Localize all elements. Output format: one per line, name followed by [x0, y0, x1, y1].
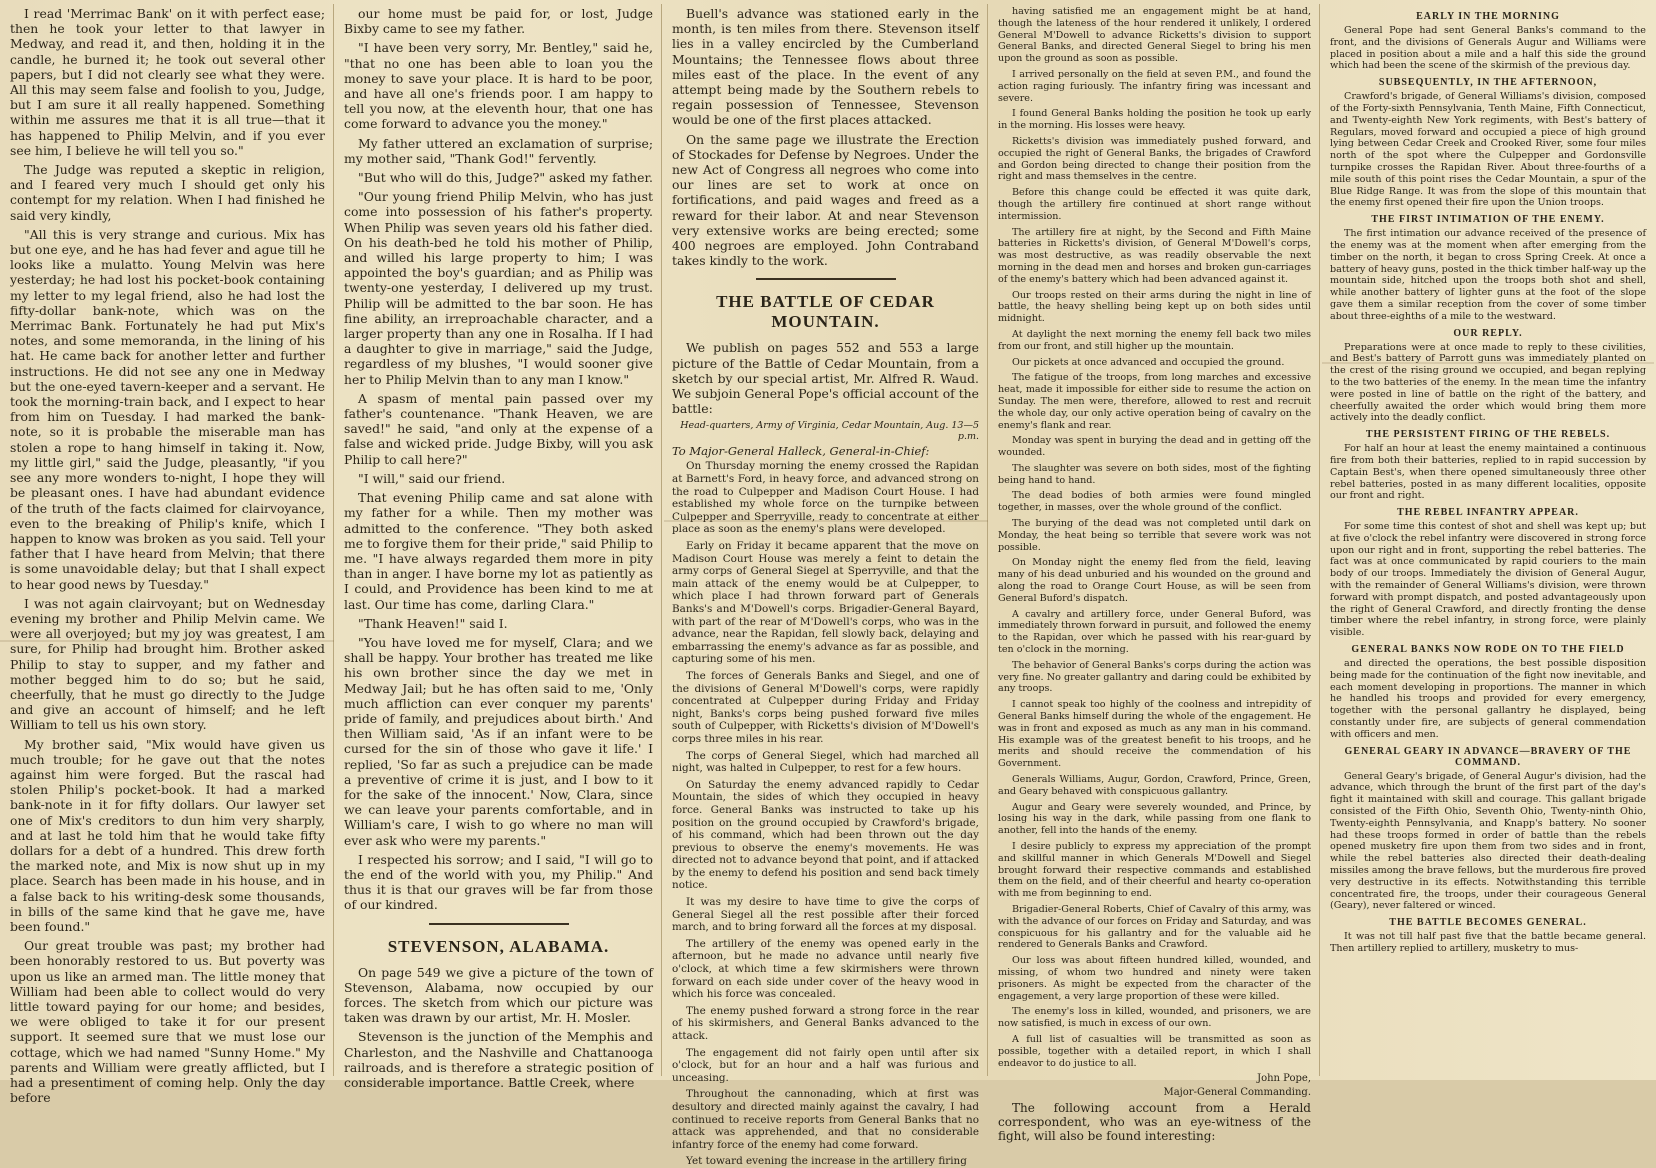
paragraph: Augur and Geary were severely wounded, and Prince, by losing his way in the dark, while passing from one flank to another, fell into the hands of the enemy. [998, 801, 1311, 837]
section-rule [429, 923, 569, 925]
stevenson-headline: STEVENSON, ALABAMA. [387, 936, 610, 956]
subhead: SUBSEQUENTLY, IN THE AFTERNOON, [1378, 77, 1598, 89]
subhead: EARLY IN THE MORNING [1416, 11, 1560, 22]
paragraph: A full list of casualties will be transmitted as soon as possible, together with a detailed report, in which I shall endeavor to do justice to all. [998, 1033, 1311, 1069]
paragraph: The Judge was reputed a skeptic in religion, and I feared very much I should get only his contempt for my relation. When I had finished he said very kindly, [10, 162, 325, 223]
paragraph: I was not again clairvoyant; but on Wednesday evening my brother and Philip Melvin came. We were all overjoyed; but my joy was greatest, I am sure, for Philip had brought him. Brother asked Philip to stay to supper, and my father and mother begged him to do so; but he said, cheerfully, that he must go directly to the Judge and give an account of himself; and he left William to tell us his own story. [10, 595, 325, 733]
paragraph: Preparations were at once made to reply to these civilities, and Best's battery of Parrott guns was immediately planted on the crest of the rising ground we occupied, and began replying to the two batteries of the enemy. In the mean time the infantry were posted in line of battle on the right of the battery, and cheerfully awaited the order which would bring them more actively into the deadly conflict. [1330, 341, 1646, 424]
battle-headline: THE BATTLE OF CEDAR MOUNTAIN. [716, 292, 935, 332]
paragraph: Our great trouble was past; my brother had been honorably restored to us. But poverty was upon us like an armed man. The little money that William had been able to collect would do very little toward paying for our home; and besides, we were obliged to take it for our present support. It seemed sure that we must lose our cottage, which we had named "Sunny Home." My parents and William were greatly afflicted, but I had a presentiment of coming help. Only the day before [10, 938, 325, 1106]
paragraph: "I have been very sorry, Mr. Bentley," said he, "that no one has been able to loan you the money to save your place. It is hard to be poor, and have all one's friends poor. I am happy to tell you now, at the eleventh hour, that one has come forward to advance you the money." [344, 40, 653, 132]
paragraph: Buell's advance was stationed early in the month, is ten miles from there. Stevenson itself lies in a valley encircled by the Cumberland Mountains; the Tennessee flows about three miles east of the place. In the event of any attempt being made by the Southern rebels to regain possession of Tennessee, Stevenson would be one of the first places attacked. [672, 6, 979, 128]
paragraph: Early on Friday it became apparent that the move on Madison Court House was merely a feint to detain the army corps of General Siegel at Sperryville, and that the main attack of the enemy would be at Culpepper, to which place I had thrown forward part of Generals Banks's and M'Dowell's corps. Brigadier-General Bayard, with part of the rear of M'Dowell's corps, who was in the advance, near the Rapidan, fell slowly back, delaying and embarrassing the enemy's advance as far as possible, and capturing some of his men. [672, 540, 979, 666]
subhead: THE BATTLE BECOMES GENERAL. [1389, 917, 1587, 929]
paragraph: The dead bodies of both armies were found mingled together, in masses, over the whole ground of the conflict. [998, 490, 1311, 514]
report-body [672, 460, 979, 1167]
paragraph: our home must be paid for, or lost, Judge Bixby came to see my father. [344, 6, 653, 37]
paragraph: I found General Banks holding the position he took up early in the morning. His losses were heavy. [998, 108, 1311, 132]
paragraph: A spasm of mental pain passed over my father's countenance. "Thank Heaven, we are saved!" he said, "and only at the expense of a false and wicked pride. Judge Bixby, will you ask Philip to call here?" [344, 390, 653, 467]
paragraph: The burying of the dead was not completed until dark on Monday, the heat being so terrible that severe work was not possible. [998, 518, 1311, 553]
paragraph: and directed the operations, the best possible disposition being made for the continuation of the fight now inevitable, and each moment developing in proportions. The manner in which he handled his troops and provided for every emergency, together with the personal gallantry he displayed, being constantly under fire, are subjects of general commendation with officers and men. [1330, 658, 1646, 740]
paragraph: On page 549 we give a picture of the town of Stevenson, Alabama, now occupied by our forces. The sketch from which our picture was taken was drawn by our artist, Mr. H. Mosler. [344, 964, 653, 1026]
section-rule [756, 278, 896, 280]
paragraph: Crawford's brigade, of General Williams's division, composed of the Forty-sixth Pennsylvania, Tenth Maine, Fifth Connecticut, and Twenty-eighth New York regiments, with Best's battery of Regulars, moved forward and occupied a piece of high ground lying between Cedar Creek and Crooked River, some four miles north of the spot where the Culpepper and Gordonsville turnpike crosses the Rapidan River. About three-fourths of a mile south of this point rises the Cedar Mountain, a spur of the Blue Ridge Range. It was from the slope of this mountain that the enemy first opened their fire upon the Union troops. [1330, 91, 1646, 209]
subhead: THE FIRST INTIMATION OF THE ENEMY. [1371, 214, 1605, 226]
paragraph: Ricketts's division was immediately pushed forward, and occupied the right of General Banks, the brigades of Crawford and Gordon being directed to change their position from the right and mass themselves in the centre. [998, 135, 1311, 183]
paragraph: For half an hour at least the enemy maintained a continuous fire from both their batteries, replied to in rapid succession by Captain Best's, when there opened simultaneously three other rebel batteries, posted in as many different localities, opposite our front and right. [1330, 443, 1646, 502]
subhead: GENERAL GEARY IN ADVANCE—BRAVERY OF THE COMMAND. [1344, 745, 1632, 768]
paragraph: On Thursday morning the enemy crossed the Rapidan at Barnett's Ford, in heavy force, and advanced strong on the road to Culpepper and Madison Court House. I had established my whole force on the turnpike between Culpepper and Sperryville, ready to concentrate at either place as soon as the enemy's plans were developed. [672, 460, 979, 536]
paragraph: The enemy pushed forward a strong force in the rear of his skirmishers, and General Banks advanced to the attack. [672, 1004, 979, 1042]
paragraph: Stevenson is the junction of the Memphis and Charleston, and the Nashville and Chattanooga railroads, and is therefore a strategic position of considerable importance. Battle Creek, where [344, 1029, 653, 1090]
paragraph: The first intimation our advance received of the presence of the enemy was at the moment when after emerging from the timber on the north, it began to cross Spring Creek. At once a battery of heavy guns, posted in the thick timber half-way up the mountain side, hitched upon the troops both shot and shell, while another battery of lighter guns at the foot of the slope gave them a similar reception from the cover of some timber about three-eighths of a mile to the westward. [1330, 228, 1647, 322]
paragraph: For some time this contest of shot and shell was kept up; but at five o'clock the rebel infantry were discovered in strong force upon our right and in front, supporting the rebel batteries. The fact was at once communicated by rapid couriers to the main body of our troops. Immediately the division of General Augur, with the remainder of General Williams's division, were thrown forward with prompt dispatch, and posted advantageously upon the right of General Crawford, and directly fronting the dense timber where the rebel infantry, in strong force, were plainly visible. [1330, 521, 1646, 639]
column-4 [990, 4, 1320, 1144]
paragraph: On Saturday the enemy advanced rapidly to Cedar Mountain, the sides of which they occupied in heavy force. General Banks was instructed to take up his position on the ground occupied by Crawford's brigade, of his command, which had been thrown out the day previous to observe the enemy's movements. He was directed not to advance beyond that point, and if attacked by the enemy to defend his position and send back timely notice. [672, 778, 980, 892]
paragraph: General Geary's brigade, of General Augur's division, had the advance, which through the brunt of the first part of the day's fight it maintained with skill and courage. This gallant brigade consisted of the Fifth Ohio, Seventh Ohio, Twenty-ninth Ohio, Twenty-eighth Pennsylvania, and Knapp's battery. No sooner had these troops formed in order of battle than the rebels opened musketry fire upon them from two sides and in front, while the rebel batteries also directed their death-dealing missiles among the brave fellows, but the murderous fire proved very destructive in its effects. Notwithstanding this terrible concentrated fire, the troops, under their courageous General (Geary), never faltered or winced. [1330, 770, 1646, 912]
paragraph: "But who will do this, Judge?" asked my father. [358, 170, 653, 186]
paragraph: We publish on pages 552 and 553 a large picture of the Battle of Cedar Mountain, from a sketch by our special artist, Mr. Alfred R. Waud. We subjoin General Pope's official account of the battle: [672, 340, 979, 417]
paper-fold [1322, 362, 1654, 364]
paragraph: The behavior of General Banks's corps during the action was very fine. No greater gallantry and daring could be exhibited by any troops. [998, 659, 1311, 695]
paragraph: The artillery of the enemy was opened early in the afternoon, but he made no advance until nearly five o'clock, at which time a few skirmishers were thrown forward on each side under cover of the heavy wood in which his force was concealed. [672, 937, 979, 1001]
paragraph: Throughout the cannonading, which at first was desultory and directed mainly against the cavalry, I had continued to receive reports from General Banks that no attack was apprehended, and that no considerable infantry force of the enemy had come forward. [672, 1088, 979, 1151]
subhead: THE REBEL INFANTRY APPEAR. [1397, 507, 1579, 519]
paragraph: I read 'Merrimac Bank' on it with perfect ease; then he took your letter to that lawyer in Medway, and read it, and then, holding it in the candle, he burned it; he took out several other papers, but I did not clearly see what they were. All this may seem false and foolish to you, Judge, but I am sure it all really happened. Something within me assures me that it is all true—that it has happened to Philip Melvin, and if you ever see him, I believe he will tell you so." [10, 6, 325, 158]
paragraph: The enemy's loss in killed, wounded, and prisoners, we are now satisfied, is much in excess of our own. [998, 1006, 1311, 1030]
paragraph: "Thank Heaven!" said I. [358, 615, 508, 631]
paragraph: The slaughter was severe on both sides, most of the fighting being hand to hand. [998, 462, 1311, 486]
subhead: THE PERSISTENT FIRING OF THE REBELS. [1365, 429, 1611, 441]
column-5 [1322, 4, 1654, 1076]
signature-title: Major-General Commanding. [1163, 1087, 1311, 1099]
subhead: GENERAL BANKS NOW RODE ON TO THE FIELD [1351, 644, 1625, 656]
signature: John Pope, [1257, 1073, 1311, 1085]
paragraph: The following account from a Herald correspondent, who was an eye-witness of the fight, will also be found interesting: [998, 1101, 1311, 1144]
paragraph: The corps of General Siegel, which had marched all night, was halted in Culpepper, to rest for a few hours. [672, 749, 979, 775]
paragraph: I respected his sorrow; and I said, "I will go to the end of the world with you, my Philip." And thus it is that our graves will be far from those of our kindred. [344, 851, 653, 913]
paragraph: The forces of Generals Banks and Siegel, and one of the divisions of General M'Dowell's corps, were rapidly concentrated at Culpepper during Friday and Friday night, Banks's corps being pushed forward five miles south of Culpepper, with Ricketts's division of M'Dowell's corps three miles in his rear. [672, 669, 979, 745]
paragraph: "All this is very strange and curious. Mix has but one eye, and he has had fever and ague till he looks like a mulatto. Young Melvin was here yesterday; he had lost his pocket-book containing my letter to my legal friend, also he had lost the fifty-dollar bank-note, which was on the Merrimac Bank. Fortunately he had put Mix's notes, and some memoranda, in the lining of his hat. He came back for another letter and further instructions. He did not see any one in Medway but the one-eyed tavern-keeper and a servant. He took the morning-train back, and I expect to hear from him on Tuesday. I had marked the bank-note, so it is probable the miserable man has stolen a rope to hang himself in taking it. Now, my little girl," said the Judge, pleasantly, "if you see any more wonders to-night, I hope they will be pleasant ones. I have had abundant evidence of the truth of the facts claimed for clairvoyance, even to the breaking of Philip's knife, which I happen to know was broken as you said. Tell your father that I have heard from Melvin; that there is some unavoidable delay; but that I shall expect to hear good news by Tuesday." [10, 226, 325, 592]
paragraph: Before this change could be effected it was quite dark, though the artillery fire continued at short range without intermission. [998, 187, 1311, 222]
column-2 [336, 4, 662, 1090]
paragraph: General Pope had sent General Banks's command to the front, and the divisions of Generals Augur and Williams were placed in position about a mile and a half this side the ground which had been the scene of the skirmish of the previous day. [1330, 25, 1646, 72]
subhead: OUR REPLY. [1453, 327, 1523, 339]
paragraph: The fatigue of the troops, from long marches and excessive heat, made it impossible for either side to resume the action on Sunday. The men were, therefore, allowed to rest and recruit the whole day, our only active operation being of cavalry on the enemy's flank and rear. [998, 372, 1311, 431]
paragraph: Our pickets at once advanced and occupied the ground. [1012, 356, 1285, 368]
paragraph: At daylight the next morning the enemy fell back two miles from our front, and still higher up the mountain. [998, 328, 1311, 352]
paragraph: That evening Philip came and sat alone with my father for a while. Then my mother was admitted to the conference. "They both asked me to forgive them for their pride," said Philip to me. "I have always regarded them more in pity than in anger. I have borne my lot as patiently as I could, and Providence has been kind to me at last. Our time has come, darling Clara." [344, 490, 653, 612]
paragraph: The artillery fire at night, by the Second and Fifth Maine batteries in Ricketts's division, of General M'Dowell's corps, was most destructive, as was readily observable the next morning in the dead men and horses and broken gun-carriages of the enemy's battery which had been advanced against it. [998, 226, 1311, 285]
paragraph: It was my desire to have time to give the corps of General Siegel all the rest possible after their forced march, and to bring forward all the forces at my disposal. [672, 896, 979, 934]
paragraph: On Monday night the enemy fled from the field, leaving many of his dead unburied and his wounded on the ground and along the road to Orange Court House, as will be seen from General Buford's dispatch. [998, 557, 1311, 604]
paragraph: Monday was spent in burying the dead and in getting off the wounded. [998, 435, 1311, 459]
column-3 [664, 4, 988, 1168]
column-1 [2, 4, 334, 1106]
paragraph: My father uttered an exclamation of surprise; my mother said, "Thank God!" fervently. [344, 135, 653, 166]
paragraph: Our troops rested on their arms during the night in line of battle, the heavy shelling being kept up on both sides until midnight. [998, 289, 1311, 325]
paper-fold [664, 520, 988, 522]
paragraph: The engagement did not fairly open until after six o'clock, but for an hour and a half was furious and unceasing. [672, 1046, 979, 1084]
paragraph: It was not till half past five that the battle became general. Then artillery replied to artillery, musketry to mus- [1330, 931, 1646, 954]
paragraph: "Our young friend Philip Melvin, who has just come into possession of his father's property. When Philip was seven years old his father died. On his death-bed he told his mother of Philip, and willed his large property to him; I was appointed the boy's guardian; and as Philip was twenty-one yesterday, I delivered up my trust. Philip will be admitted to the bar soon. He has fine ability, an irreproachable character, and a larger property than any one in Rosalha. If I had a daughter to give in marriage," said the Judge, regardless of my blushes, "I would sooner give her to Philip Melvin than to any man I know." [344, 189, 653, 387]
paragraph: On the same page we illustrate the Erection of Stockades for Defense by Negroes. Under the new Act of Congress all negroes who come into our lines are set to work at once on fortifications, and paid wages and freed as a reward for their labor. At and near Stevenson very extensive works are being erected; some 400 negroes are employed. John Contraband takes kindly to the work. [672, 131, 979, 269]
paragraph: "You have loved me for myself, Clara; and we shall be happy. Your brother has treated me like his own brother since the day we met in Medway Jail; but he has often said to me, 'Only much affliction can ever conquer my parents' pride of family, and prejudices about birth.' And then William said, 'As if an infant were to be cursed for the sin of those who gave it life.' I replied, 'So far as such a prejudice can be made a preventive of crime it is just, and I bow to it for the sake of the innocent.' Now, Clara, since we can leave your parents comfortable, and in William's care, I wish to go where no man will ever ask who were my parents." [344, 634, 653, 848]
paragraph: Brigadier-General Roberts, Chief of Cavalry of this army, was with the advance of our forces on Friday and Saturday, and was conspicuous for his gallantry and for the valuable aid he rendered to Generals Banks and Crawford. [998, 903, 1311, 951]
paper-fold [0, 640, 334, 642]
paragraph: I cannot speak too highly of the coolness and intrepidity of General Banks himself during the whole of the engagement. He was in front and exposed as much as any man in his command. His example was of the greatest benefit to his troops, and he merits and should receive the commendation of his Government. [998, 699, 1311, 770]
paragraph: Generals Williams, Augur, Gordon, Crawford, Prince, Green, and Geary behaved with conspicuous gallantry. [998, 774, 1311, 797]
paragraph: My brother said, "Mix would have given us much trouble; for he gave out that the notes against him were forged. But the rascal had stolen Philip's pocket-book. It had a marked bank-note in it for fifty dollars. Our lawyer set one of Mix's creditors to dun him very sharply, and at last he told him that he would take fifty dollars for a debt of a hundred. This drew forth the marked note, and Mix is now shut up in my place. Search has been made in his house, and in a false back to his writing-desk some thousands, in bills of the same kind that he gave me, have been found." [10, 736, 325, 934]
dateline: Head-quarters, Army of Virginia, Cedar Mountain, Aug. 13—5 p.m. [680, 420, 979, 443]
paragraph: "I will," said our friend. [358, 470, 506, 486]
paragraph: Yet toward evening the increase in the artillery firing [686, 1155, 967, 1168]
addressee: To Major-General Halleck, General-in-Chief: [672, 444, 930, 459]
paragraph: I arrived personally on the field at seven P.M., and found the action raging furiously. The infantry firing was incessant and severe. [998, 68, 1311, 104]
paragraph: Our loss was about fifteen hundred killed, wounded, and missing, of whom two hundred and ninety were taken prisoners. As might be expected from the character of the engagement, a very large proportion of these were killed. [998, 955, 1311, 1002]
paragraph: A cavalry and artillery force, under General Buford, was immediately thrown forward in pursuit, and followed the enemy to the Rapidan, over which he passed with his rear-guard by ten o'clock in the morning. [998, 608, 1311, 656]
paragraph: I desire publicly to express my appreciation of the prompt and skillful manner in which Generals M'Dowell and Siegel brought forward their respective commands and established them on the field, and of their cheerful and hearty co-operation with me from beginning to end. [998, 841, 1311, 900]
paragraph: having satisfied me an engagement might be at hand, though the lateness of the hour rendered it unlikely, I ordered General M'Dowell to advance Ricketts's division to support General Banks, and directed General Siegel to bring his men upon the ground as soon as possible. [998, 6, 1311, 65]
